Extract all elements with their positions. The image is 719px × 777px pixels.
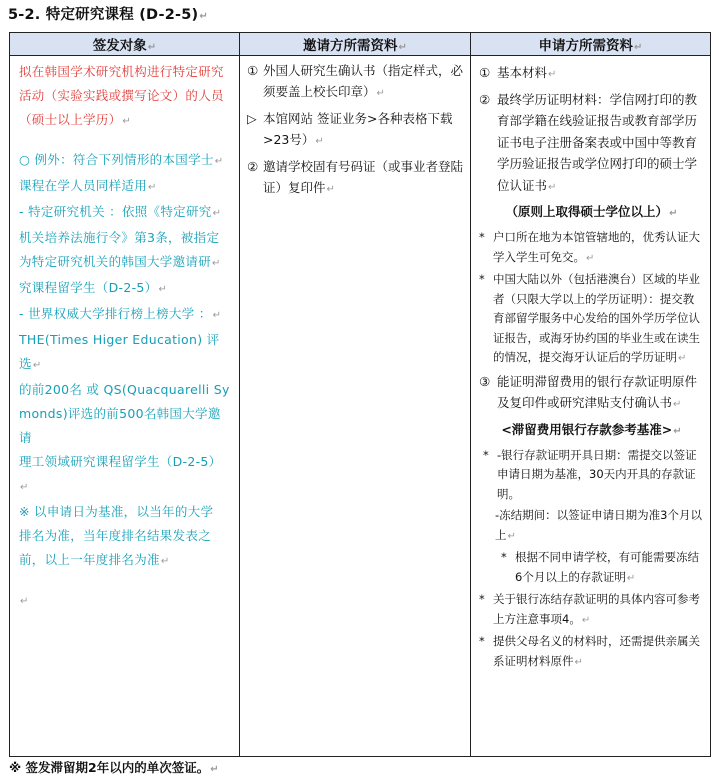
requirements-table: [9, 32, 711, 757]
line-text: 的前200名 或 QS(Quacquarelli Sy: [19, 382, 230, 397]
item-text: 关于银行冻结存款证明的具体内容可参考上方注意事项4。↵: [493, 592, 700, 626]
paragraph-mark: ↵: [20, 482, 29, 493]
inviter-document-item: [247, 60, 464, 104]
plain-note: [479, 506, 704, 546]
applicant-line: [19, 84, 231, 108]
inviter-document-item: [247, 156, 464, 200]
document-note: [479, 228, 704, 268]
line-text: 究课程留学生（D-2-5）: [19, 280, 158, 295]
applicant-documents-cell: [471, 56, 711, 757]
applicant-line: [19, 60, 231, 84]
item-text: 邀请学校固有号码证（或事业者登陆证）复印件↵: [263, 159, 464, 195]
footnote: ※ 签发滞留期2年以内的单次签证。↵: [9, 760, 219, 775]
paragraph-mark: ↵: [678, 353, 687, 364]
item-text: 本馆网站 签证业务>各种表格下载>23号）↵: [263, 111, 453, 147]
section-title: 5-2. 特定研究课程 (D-2-5)↵: [8, 7, 208, 23]
paragraph-mark: ↵: [507, 530, 516, 542]
line-text: 为特定研究机关的韩国大学邀请研: [19, 254, 212, 269]
table-header-row: [10, 33, 711, 56]
item-marker: ▷: [247, 111, 257, 126]
applicant-line: [19, 302, 231, 328]
inviter-documents-cell: [240, 56, 471, 757]
inviter-document-item: [247, 108, 464, 152]
document-note: [479, 446, 704, 505]
applicant-line: [19, 250, 231, 276]
line-text: 机关培养法施行令》第3条，被指定: [19, 230, 220, 245]
line-text: ※ 以申请日为基准，以当年的大学: [19, 504, 214, 519]
applicant-line: [19, 588, 231, 614]
line-gap: [19, 134, 231, 148]
line-text: 前，以上一年度排名为准: [19, 552, 160, 567]
item-text: 户口所在地为本馆管辖地的，优秀认证大学入学生可免交。↵: [493, 230, 700, 264]
applicant-document-item: [479, 371, 704, 416]
header-applicant-documents: 申请方所需资料↵: [471, 33, 711, 56]
paragraph-mark: ↵: [673, 399, 682, 410]
centered-note: [479, 419, 704, 442]
item-marker: *: [479, 272, 485, 286]
paragraph-mark: ↵: [574, 656, 583, 668]
paragraph-mark: ↵: [160, 556, 170, 567]
paragraph-mark: ↵: [548, 181, 557, 193]
paragraph-mark: ↵: [376, 88, 385, 99]
paragraph-mark: ↵: [326, 184, 335, 195]
applicant-document-item: [479, 89, 704, 199]
paragraph-mark: ↵: [586, 252, 595, 264]
item-text: -银行存款证明开具日期：需提交以签证申请日期为基准，30天内开具的存款证明。: [497, 447, 697, 501]
item-marker: ③: [479, 373, 491, 389]
paragraph-mark: ↵: [548, 69, 557, 80]
centered-note: [479, 201, 704, 224]
line-text: 理工领域研究课程留学生（D-2-5）: [19, 454, 222, 469]
note-text: <滞留费用银行存款参考基准>↵: [501, 421, 682, 437]
item-marker: *: [483, 447, 489, 462]
item-text: 根据不同申请学校，有可能需要冻结6个月以上的存款证明↵: [515, 550, 699, 584]
applicant-line: [19, 548, 231, 574]
paragraph-mark: ↵: [122, 116, 132, 127]
applicant-line: [19, 148, 231, 174]
line-text: - 特定研究机关 ：依照《特定研究: [19, 204, 212, 219]
line-text: monds)评选的前500名韩国大学邀请: [19, 406, 221, 445]
applicant-line: [19, 328, 231, 378]
applicant-line: [19, 174, 231, 200]
paragraph-mark: ↵: [212, 208, 222, 219]
line-gap: [19, 574, 231, 588]
applicant-line: [19, 226, 231, 250]
eligible-applicants-cell: [10, 56, 240, 757]
item-text: 能证明滞留费用的银行存款证明原件及复印件或研究津贴支付确认书↵: [497, 373, 698, 410]
paragraph-mark: ↵: [20, 596, 29, 607]
line-text: （硕士以上学历）: [19, 112, 122, 127]
header-inviter-documents: 邀请方所需资料↵: [240, 33, 471, 56]
applicant-line: [19, 200, 231, 226]
table-body-row: [10, 56, 711, 757]
item-text: 提供父母名义的材料时，还需提供亲属关系证明材料原件↵: [493, 634, 700, 668]
item-text: 外国人研究生确认书（指定样式，必须要盖上校长印章）↵: [263, 63, 464, 99]
paragraph-mark: ↵: [212, 310, 222, 321]
item-marker: ②: [247, 159, 259, 174]
paragraph-mark: ↵: [32, 360, 42, 371]
paragraph-mark: ↵: [158, 284, 168, 295]
paragraph-mark: ↵: [148, 182, 157, 193]
applicant-line: [19, 276, 231, 302]
note-text: （原则上取得硕士学位以上）↵: [505, 204, 678, 219]
paragraph-mark: ↵: [626, 572, 636, 584]
applicant-line: [19, 108, 231, 134]
paragraph-mark: ↵: [669, 208, 678, 219]
applicant-line: [19, 524, 231, 548]
paragraph-mark: ↵: [581, 614, 591, 626]
line-text: ○ 例外：符合下列情形的本国学士: [19, 152, 214, 167]
line-text: 拟在韩国学术研究机构进行特定研究: [19, 64, 224, 79]
item-marker: ①: [247, 63, 259, 78]
item-marker: *: [479, 592, 485, 606]
line-text: 课程在学人员同样适用: [19, 178, 148, 193]
paragraph-mark: ↵: [214, 156, 224, 167]
applicant-line: [19, 500, 231, 524]
paragraph-mark: ↵: [673, 425, 682, 437]
item-text: 基本材料↵: [497, 65, 557, 80]
item-marker: ①: [479, 65, 491, 80]
paragraph-mark: ↵: [315, 136, 324, 147]
line-text: 活动（实验实践或撰写论文）的人员: [19, 88, 224, 103]
header-eligible-applicants: 签发对象↵: [10, 33, 240, 56]
applicant-document-item: [479, 62, 704, 86]
item-marker: *: [479, 230, 485, 244]
document-note: [479, 270, 704, 369]
note-text: -冻结期间：以签证申请日期为准3个月以上↵: [495, 508, 702, 542]
applicant-line: [19, 402, 231, 450]
paragraph-mark: ↵: [212, 258, 221, 269]
line-text: - 世界权威大学排行榜上榜大学 ：: [19, 306, 212, 321]
applicant-line: [19, 378, 231, 402]
line-text: THE(Times Higer Education) 评选: [19, 332, 220, 371]
document-note: [479, 548, 704, 588]
line-text: 排名为准，当年度排名结果发表之: [19, 528, 212, 543]
document-note: [479, 632, 704, 672]
applicant-line: [19, 450, 231, 500]
document-note: [479, 590, 704, 630]
item-marker: ②: [479, 91, 491, 107]
item-marker: *: [479, 634, 485, 648]
item-text: 最终学历证明材料：学信网打印的教育部学籍在线验证报告或教育部学历证书电子注册备案表或中国中等教育学历验证报告或学位网打印的硕士学位认证书↵: [497, 91, 698, 193]
item-marker: *: [501, 550, 507, 564]
item-text: 中国大陆以外（包括港澳台）区域的毕业者（只限大学以上的学历证明）：提交教育部留学服务中心发给的国外学历学位认证报告，或海牙协约国的毕业生或在读生的情况，提交海牙认证后的学历证明↵: [493, 272, 700, 364]
